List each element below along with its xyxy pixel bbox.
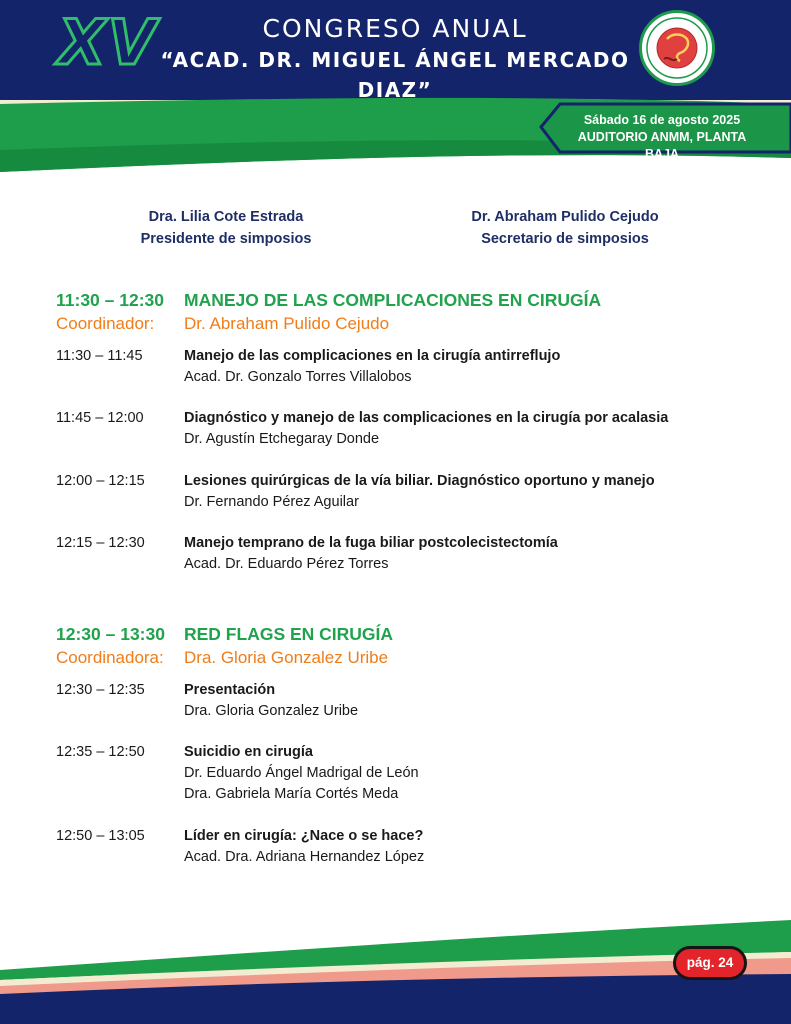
item-title: Manejo de las complicaciones en la cirugía antirreflujo [184, 348, 561, 364]
item-speaker: Dra. Gloria Gonzalez Uribe [184, 703, 359, 719]
item-title: Líder en cirugía: ¿Nace o se hace? [184, 828, 424, 844]
item-title: Suicidio en cirugía [184, 744, 313, 760]
item-speaker: Acad. Dr. Gonzalo Torres Villalobos [184, 369, 412, 385]
footer-banner [0, 912, 791, 1024]
event-date-venue [562, 112, 762, 163]
item-speaker: Dr. Agustín Etchegaray Donde [184, 431, 380, 447]
chair-name: Dra. Lilia Cote Estrada [148, 209, 304, 225]
chair-president [96, 206, 356, 250]
item-speaker: Acad. Dra. Adriana Hernandez López [184, 849, 425, 865]
item-time: 12:15 – 12:30 [56, 535, 145, 551]
session-time: 11:30 – 12:30 [56, 290, 165, 310]
edition-numeral: XV [58, 6, 158, 79]
session-header [56, 289, 601, 311]
session-coordinator [56, 647, 388, 669]
item-time: 12:30 – 12:35 [56, 682, 145, 698]
session-title: MANEJO DE LAS COMPLICACIONES EN CIRUGÍA [184, 290, 602, 310]
event-date: Sábado 16 de agosto 2025 [583, 113, 741, 127]
item-speaker: Acad. Dr. Eduardo Pérez Torres [184, 556, 389, 572]
item-title: Lesiones quirúrgicas de la vía biliar. Diagnóstico oportuno y manejo [184, 473, 655, 489]
session-coordinator [56, 313, 389, 335]
academy-seal-logo [639, 10, 715, 86]
item-time: 12:00 – 12:15 [56, 473, 145, 489]
session-title: RED FLAGS EN CIRUGÍA [184, 624, 394, 644]
item-speaker: Dra. Gabriela María Cortés Meda [184, 786, 399, 802]
item-speaker: Dr. Fernando Pérez Aguilar [184, 494, 359, 510]
congress-subtitle: “ACAD. DR. MIGUEL ÁNGEL MERCADO DIAZ” [160, 48, 630, 102]
coordinator-name: Dr. Abraham Pulido Cejudo [184, 314, 390, 333]
chair-secretary [435, 206, 695, 250]
session-time: 12:30 – 13:30 [56, 624, 165, 644]
item-title: Diagnóstico y manejo de las complicaciones en la cirugía por acalasia [184, 410, 669, 426]
item-speaker: Dr. Eduardo Ángel Madrigal de León [184, 765, 419, 781]
chair-role: Secretario de simposios [481, 231, 649, 247]
item-time: 11:45 – 12:00 [56, 410, 144, 426]
item-title: Presentación [184, 682, 276, 698]
coordinator-label: Coordinador: [56, 314, 155, 333]
item-time: 12:35 – 12:50 [56, 744, 145, 760]
congress-title: CONGRESO ANUAL [262, 14, 528, 43]
item-time: 12:50 – 13:05 [56, 828, 145, 844]
chair-name: Dr. Abraham Pulido Cejudo [471, 209, 659, 225]
coordinator-label: Coordinadora: [56, 648, 164, 667]
page-number-badge: pág. 24 [673, 946, 747, 980]
chair-role: Presidente de simposios [140, 231, 312, 247]
session-header [56, 623, 393, 645]
item-time: 11:30 – 11:45 [56, 348, 143, 364]
coordinator-name: Dra. Gloria Gonzalez Uribe [184, 648, 389, 667]
item-title: Manejo temprano de la fuga biliar postcolecistectomía [184, 535, 558, 551]
event-venue: AUDITORIO ANMM, PLANTA BAJA [577, 130, 747, 161]
